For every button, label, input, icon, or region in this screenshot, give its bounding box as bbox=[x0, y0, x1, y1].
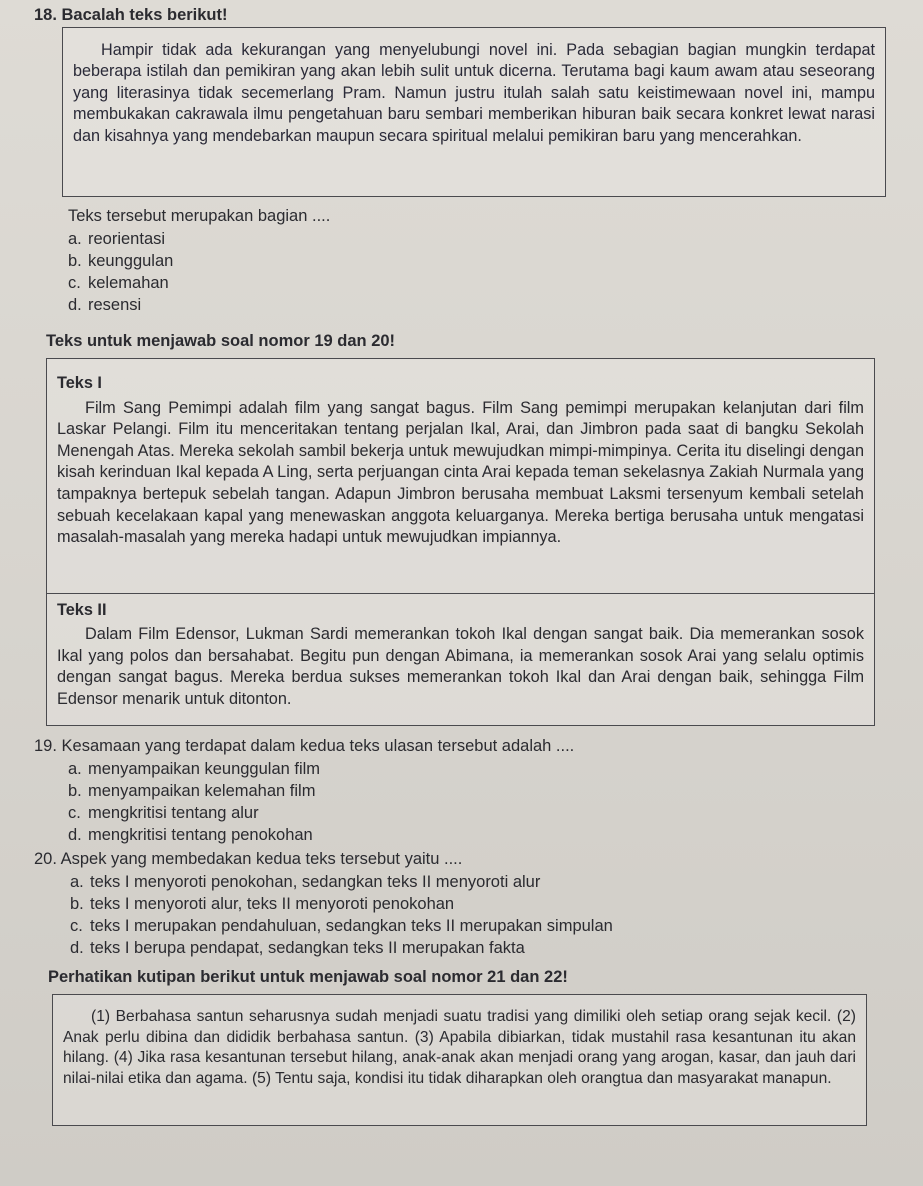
option-text: keunggulan bbox=[88, 252, 174, 270]
option-key: b. bbox=[68, 252, 82, 270]
option-text: kelemahan bbox=[88, 274, 169, 292]
section-19-20-text-box bbox=[46, 358, 875, 726]
option-text: teks I berupa pendapat, sedangkan teks II merupakan fakta bbox=[90, 939, 525, 957]
section-21-22-passage-box bbox=[52, 994, 867, 1126]
question-19-options bbox=[68, 758, 320, 846]
question-18-title: 18. Bacalah teks berikut! bbox=[34, 6, 228, 24]
option-20c[interactable] bbox=[70, 915, 613, 937]
option-key: b. bbox=[70, 895, 84, 913]
option-text: teks I menyoroti alur, teks II menyoroti penokohan bbox=[90, 895, 455, 913]
question-18-passage-box bbox=[62, 27, 886, 197]
text-1-label: Teks I bbox=[57, 374, 102, 392]
option-key: d. bbox=[68, 296, 82, 314]
option-text: teks I menyoroti penokohan, sedangkan teks II menyoroti alur bbox=[90, 873, 541, 891]
question-18-passage: Hampir tidak ada kekurangan yang menyelubungi novel ini. Pada sebagian bagian mungkin terdapat beberapa istilah dan pemikiran yang akan lebih sulit untuk dicerna. Terutama bagi kaum awam atau seseorang yang literasinya tidak secemerlang Pram. Namun justru itulah salah satu keistimewaan novel ini, mampu membukakan cakrawala ilmu pengetahuan baru sembari memberikan hiburan baik secara konkret lewat narasi dan kisahnya yang mendebarkan maupun secara spiritual melalui pemikiran baru yang mencerahkan. bbox=[73, 41, 875, 145]
option-key: a. bbox=[68, 230, 82, 248]
option-key: a. bbox=[70, 873, 84, 891]
text-1-passage: Film Sang Pemimpi adalah film yang sangat bagus. Film Sang pemimpi merupakan kelanjutan dari film Laskar Pelangi. Film itu menceritakan tentang perjalan Ikal, Arai, dan Jimbron pada saat di bangku Sekolah Menengah Atas. Mereka sekolah sambil bekerja untuk mewujudkan mimpi-mimpinya. Cerita itu diselingi dengan kisah kerinduan Ikal kepada A Ling, serta perjuangan cinta Arai kepada teman sekelasnya Zakiah Nurmala yang tampaknya bertepuk sebelah tangan. Adapun Jimbron berusaha membuat Laksmi tersenyum kembali setelah sebuah kecelakaan kapal yang menewaskan anggota keluarganya. Mereka bertiga berusaha untuk mengatasi masalah-masalah yang mereka hadapi untuk mewujudkan impiannya. bbox=[57, 398, 864, 547]
option-key: d. bbox=[70, 939, 84, 957]
option-key: d. bbox=[68, 826, 82, 844]
option-text: menyampaikan keunggulan film bbox=[88, 760, 321, 778]
question-18-text: Teks tersebut merupakan bagian .... bbox=[68, 207, 331, 225]
option-20b[interactable] bbox=[70, 893, 613, 915]
option-key: b. bbox=[68, 782, 82, 800]
option-text: mengkritisi tentang penokohan bbox=[88, 826, 313, 844]
option-key: c. bbox=[68, 274, 81, 292]
option-text: menyampaikan kelemahan film bbox=[88, 782, 316, 800]
option-text: reorientasi bbox=[88, 230, 166, 248]
option-20d[interactable] bbox=[70, 937, 613, 959]
option-key: c. bbox=[70, 917, 83, 935]
section-21-22-passage: (1) Berbahasa santun seharusnya sudah menjadi suatu tradisi yang dimiliki oleh setiap orang sejak kecil. (2) Anak perlu dibina dan dididik berbahasa santun. (3) Apabila dibiarkan, tidak mustahil rasa kesantunan itu akan hilang. (4) Jika rasa kesantunan tersebut hilang, anak-anak akan menjadi orang yang arogan, kasar, dan jauh dari nilai-nilai etika dan agama. (5) Tentu saja, kondisi itu tidak diharapkan oleh orangtua dan masyarakat manapun. bbox=[63, 1008, 856, 1087]
text-divider bbox=[47, 593, 874, 594]
text-2-label: Teks II bbox=[57, 601, 107, 619]
option-text: teks I merupakan pendahuluan, sedangkan teks II merupakan simpulan bbox=[90, 917, 613, 935]
option-19a[interactable] bbox=[68, 758, 320, 780]
question-19-text: 19. Kesamaan yang terdapat dalam kedua teks ulasan tersebut adalah .... bbox=[34, 737, 575, 755]
option-19b[interactable] bbox=[68, 780, 320, 802]
option-20a[interactable] bbox=[70, 871, 613, 893]
option-key: a. bbox=[68, 760, 82, 778]
question-20-options bbox=[70, 871, 613, 959]
question-20-text: 20. Aspek yang membedakan kedua teks tersebut yaitu .... bbox=[34, 850, 463, 868]
text-2-passage: Dalam Film Edensor, Lukman Sardi memerankan tokoh Ikal dengan sangat baik. Dia memerankan sosok Ikal yang polos dan bersahabat. Begitu pun dengan Abimana, ia memerankan sosok Arai yang selalu optimis dengan sangat bagus. Mereka berdua sukses memerankan tokoh Ikal dan Arai dengan baik, sehingga Film Edensor menarik untuk ditonton. bbox=[57, 625, 864, 708]
option-text: resensi bbox=[88, 296, 142, 314]
option-19d[interactable] bbox=[68, 824, 320, 846]
section-19-20-heading: Teks untuk menjawab soal nomor 19 dan 20! bbox=[46, 332, 396, 350]
option-key: c. bbox=[68, 804, 81, 822]
section-21-22-heading: Perhatikan kutipan berikut untuk menjawab soal nomor 21 dan 22! bbox=[48, 968, 568, 986]
option-18d[interactable] bbox=[68, 294, 173, 316]
option-18a[interactable] bbox=[68, 228, 173, 250]
option-text: mengkritisi tentang alur bbox=[88, 804, 259, 822]
question-18-options bbox=[68, 228, 173, 316]
option-18c[interactable] bbox=[68, 272, 173, 294]
option-19c[interactable] bbox=[68, 802, 320, 824]
option-18b[interactable] bbox=[68, 250, 173, 272]
